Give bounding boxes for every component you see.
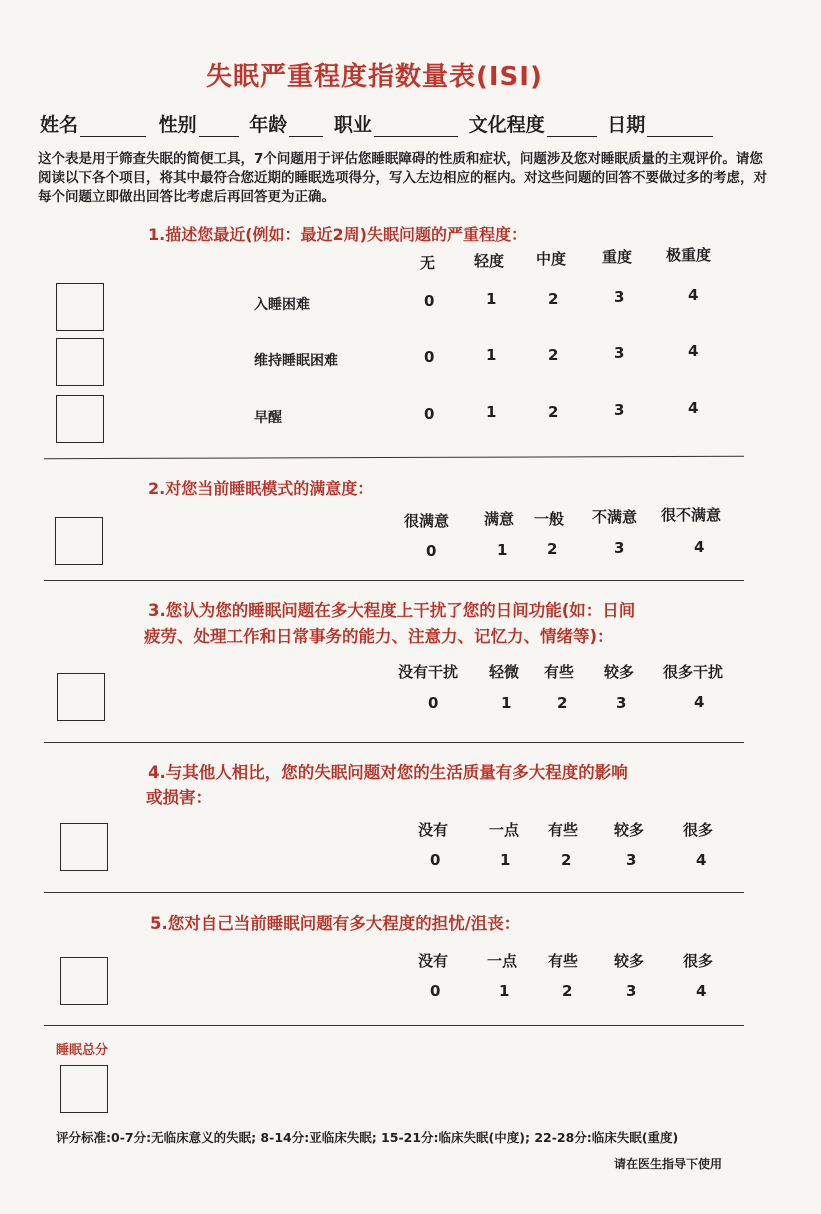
q1-score: 2 <box>548 346 559 364</box>
q5-title: 5.您对自己当前睡眠问题有多大程度的担忧/沮丧： <box>150 914 521 933</box>
education-label: 文化程度 <box>468 114 545 136</box>
q2-option-label: 不满意 <box>592 508 638 526</box>
form-title: 失眠严重程度指数量表(ISI) <box>206 62 543 92</box>
q2-score: 3 <box>614 539 625 557</box>
q2-option-label: 很不满意 <box>661 506 722 524</box>
divider <box>44 456 744 459</box>
date-field[interactable] <box>647 114 713 137</box>
q5-option-label: 一点 <box>487 952 518 970</box>
q1-answer-box[interactable] <box>56 395 104 443</box>
q1-score: 4 <box>688 286 699 304</box>
q1-row-label: 维持睡眠困难 <box>254 353 338 369</box>
q1-option-label: 无 <box>420 254 436 272</box>
q3-score: 4 <box>694 693 705 711</box>
q1-option-label: 轻度 <box>474 252 505 270</box>
q5-score: 0 <box>430 982 441 1000</box>
q3-option-label: 有些 <box>544 663 575 681</box>
q2-answer-box[interactable] <box>55 517 103 565</box>
q2-score: 0 <box>426 542 437 560</box>
q4-option-label: 一点 <box>489 821 520 839</box>
total-score-box[interactable] <box>60 1065 108 1113</box>
q3-option-label: 很多干扰 <box>663 663 724 681</box>
q1-option-label: 中度 <box>536 250 567 268</box>
q1-answer-box[interactable] <box>56 338 104 386</box>
q4-title-line2: 或损害： <box>146 788 212 807</box>
divider <box>44 742 744 743</box>
q1-score: 2 <box>548 403 559 421</box>
q4-title-line1: 4.与其他人相比，您的失眠问题对您的生活质量有多大程度的影响 <box>148 763 628 782</box>
q2-option-label: 一般 <box>534 510 565 528</box>
q3-title-line1: 3.您认为您的睡眠问题在多大程度上干扰了您的日间功能(如：日间 <box>148 601 636 620</box>
divider <box>44 1025 744 1026</box>
date-label: 日期 <box>607 114 646 136</box>
q5-score: 4 <box>696 982 707 1000</box>
q1-option-label: 极重度 <box>666 246 712 264</box>
q5-option-label: 没有 <box>418 952 449 970</box>
q3-title-line2: 疲劳、处理工作和日常事务的能力、注意力、记忆力、情绪等)： <box>144 627 614 646</box>
q2-score: 2 <box>547 540 558 558</box>
q4-score: 0 <box>430 851 441 869</box>
q1-score: 0 <box>424 348 435 366</box>
q3-answer-box[interactable] <box>57 673 105 721</box>
q1-row-label: 早醒 <box>254 410 282 426</box>
q1-score: 0 <box>424 292 435 310</box>
q2-option-label: 很满意 <box>404 512 450 530</box>
total-score-label: 睡眠总分 <box>56 1043 109 1058</box>
q5-option-label: 很多 <box>683 952 714 970</box>
q1-score: 1 <box>486 346 497 364</box>
q4-option-label: 没有 <box>418 821 449 839</box>
divider <box>44 580 744 581</box>
intro-text: 这个表是用于筛查失眠的简便工具，7个问题用于评估您睡眠障碍的性质和症状，问题涉及您对睡眠质量的主观评价。请您阅读以下各个项目，将其中最符合您近期的睡眠选项得分，写入左边相应的框内。对这些问题的回答不要做过多的考虑，对每个问题立即做出回答比考虑后再回答更为正确。 <box>38 151 767 205</box>
q5-score: 2 <box>562 982 573 1000</box>
q1-title: 1.描述您最近(例如：最近2周)失眠问题的严重程度： <box>148 225 527 244</box>
age-label: 年龄 <box>249 114 288 136</box>
q1-score: 4 <box>688 342 699 360</box>
q1-score: 3 <box>614 401 625 419</box>
q5-answer-box[interactable] <box>60 957 108 1005</box>
info-row <box>40 110 770 140</box>
q4-score: 3 <box>626 851 637 869</box>
q1-score: 1 <box>486 403 497 421</box>
q1-score: 3 <box>614 344 625 362</box>
q1-score: 1 <box>486 290 497 308</box>
q5-option-label: 有些 <box>548 952 579 970</box>
q3-score: 1 <box>501 694 512 712</box>
occupation-label: 职业 <box>333 114 372 136</box>
q1-answer-box[interactable] <box>56 283 104 331</box>
education-field[interactable] <box>547 114 597 137</box>
q2-title: 2.对您当前睡眠模式的满意度： <box>148 479 374 498</box>
scoring-criteria: 评分标准:0-7分:无临床意义的失眠; 8-14分:亚临床失眠; 15-21分:临床失眠(中度); 22-28分:临床失眠(重度) <box>56 1130 679 1145</box>
q4-score: 2 <box>561 851 572 869</box>
occupation-field[interactable] <box>374 114 458 137</box>
q2-score: 1 <box>497 541 508 559</box>
q3-option-label: 较多 <box>604 663 635 681</box>
name-field[interactable] <box>80 114 146 137</box>
q4-option-label: 有些 <box>548 821 579 839</box>
q3-score: 3 <box>616 694 627 712</box>
divider <box>44 892 744 893</box>
gender-label: 性别 <box>158 114 197 136</box>
q2-option-label: 满意 <box>484 510 515 528</box>
age-field[interactable] <box>289 114 323 137</box>
q1-score: 4 <box>688 399 699 417</box>
q5-score: 3 <box>626 982 637 1000</box>
q5-score: 1 <box>499 982 510 1000</box>
q1-score: 0 <box>424 405 435 423</box>
q1-option-label: 重度 <box>602 248 633 266</box>
q4-option-label: 较多 <box>614 821 645 839</box>
q4-option-label: 很多 <box>683 821 714 839</box>
gender-field[interactable] <box>199 114 239 137</box>
q3-score: 0 <box>428 694 439 712</box>
name-label: 姓名 <box>40 114 79 136</box>
q3-option-label: 轻微 <box>489 663 520 681</box>
q4-score: 4 <box>696 851 707 869</box>
q1-row-label: 入睡困难 <box>254 297 310 313</box>
q3-option-label: 没有干扰 <box>398 663 459 681</box>
footer-note: 请在医生指导下使用 <box>614 1157 723 1171</box>
q3-score: 2 <box>557 694 568 712</box>
q1-score: 2 <box>548 290 559 308</box>
q4-answer-box[interactable] <box>60 823 108 871</box>
q4-score: 1 <box>500 851 511 869</box>
q5-option-label: 较多 <box>614 952 645 970</box>
q1-score: 3 <box>614 288 625 306</box>
q2-score: 4 <box>694 538 705 556</box>
